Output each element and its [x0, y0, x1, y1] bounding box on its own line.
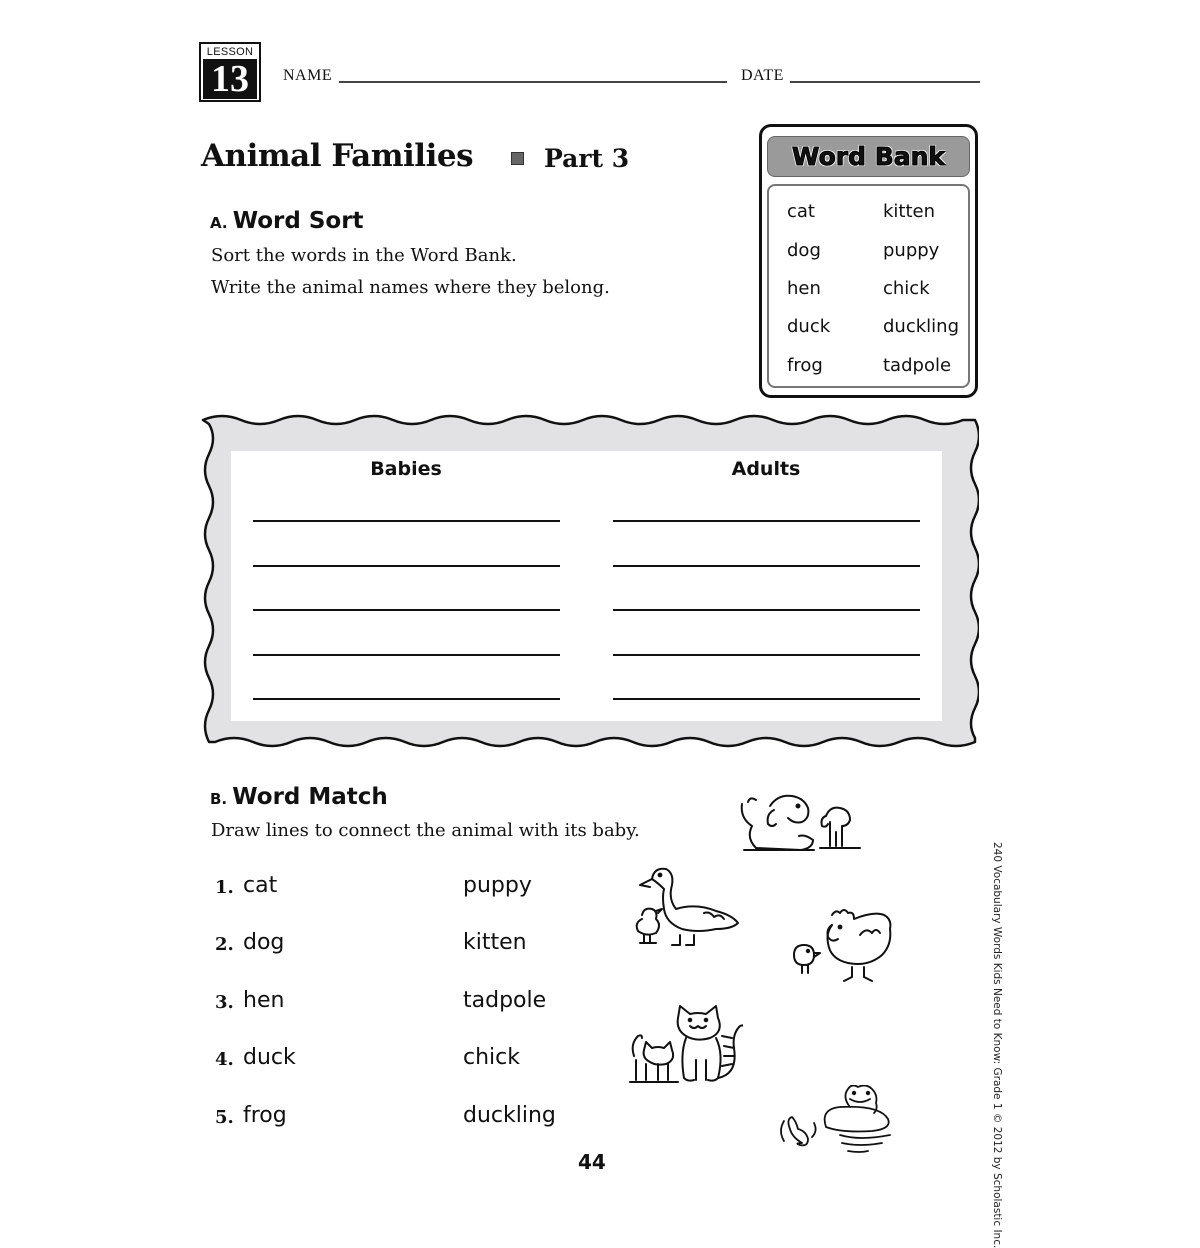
section-b-letter: B. — [210, 790, 228, 808]
section-a-heading — [210, 208, 364, 234]
match-number: 2. — [215, 934, 234, 955]
word-sort-area — [231, 451, 942, 721]
match-number: 3. — [215, 992, 234, 1013]
date-label: DATE — [741, 67, 784, 84]
section-a-title: Word Sort — [232, 208, 364, 234]
adults-answer-line-5[interactable] — [613, 698, 920, 700]
word-bank-word: duck — [787, 316, 831, 337]
match-baby[interactable]: kitten — [463, 930, 527, 955]
section-b-heading — [210, 784, 388, 810]
babies-answer-line-1[interactable] — [253, 520, 560, 522]
frog-and-tadpole-illustration — [770, 1085, 905, 1165]
part-label: Part 3 — [544, 144, 630, 173]
dog-and-puppy-illustration — [730, 792, 865, 857]
match-number: 1. — [215, 877, 234, 898]
section-a-instruction-2: Write the animal names where they belong. — [211, 277, 610, 298]
match-baby[interactable]: puppy — [463, 873, 532, 898]
page-title: Animal Families — [201, 138, 474, 174]
lesson-number: 13 — [203, 59, 257, 99]
name-field[interactable] — [339, 81, 727, 83]
page-number: 44 — [578, 1150, 606, 1174]
copyright-credit: 240 Vocabulary Words Kids Need to Know: Grade 1 © 2012 by Scholastic Inc. — [991, 842, 1003, 1248]
match-number: 5. — [215, 1107, 234, 1128]
section-b-instruction: Draw lines to connect the animal with its baby. — [211, 820, 640, 841]
section-a-instruction-1: Sort the words in the Word Bank. — [211, 245, 517, 266]
word-bank-word: frog — [787, 355, 823, 376]
match-animal[interactable]: hen — [243, 988, 285, 1013]
hen-and-chick-illustration — [788, 905, 898, 987]
match-animal[interactable]: duck — [243, 1045, 296, 1070]
adults-column-header: Adults — [731, 458, 801, 480]
word-bank-word: hen — [787, 278, 821, 299]
word-bank-word: chick — [883, 278, 930, 299]
word-bank-word: kitten — [883, 201, 936, 222]
match-baby[interactable]: duckling — [463, 1103, 556, 1128]
match-baby[interactable]: chick — [463, 1045, 520, 1070]
match-number: 4. — [215, 1049, 234, 1070]
word-bank-title: Word Bank — [767, 136, 970, 177]
babies-answer-line-2[interactable] — [253, 565, 560, 567]
adults-answer-line-2[interactable] — [613, 565, 920, 567]
adults-answer-line-3[interactable] — [613, 609, 920, 611]
lesson-label: LESSON — [206, 46, 254, 58]
date-field[interactable] — [790, 81, 980, 83]
square-bullet-icon — [511, 152, 524, 165]
adults-answer-line-1[interactable] — [613, 520, 920, 522]
babies-answer-line-5[interactable] — [253, 698, 560, 700]
match-baby[interactable]: tadpole — [463, 988, 547, 1013]
lesson-badge — [199, 42, 261, 102]
section-a-letter: A. — [210, 214, 228, 232]
section-b-title: Word Match — [232, 784, 388, 810]
word-bank-word: puppy — [883, 240, 940, 261]
match-animal[interactable]: frog — [243, 1103, 287, 1128]
word-bank-list — [767, 184, 970, 388]
babies-answer-line-3[interactable] — [253, 609, 560, 611]
word-bank-word: dog — [787, 240, 821, 261]
duck-and-duckling-illustration — [632, 865, 742, 947]
match-animal[interactable]: dog — [243, 930, 285, 955]
word-bank-word: tadpole — [883, 355, 952, 376]
word-bank — [759, 124, 978, 398]
babies-column-header: Babies — [370, 458, 442, 480]
word-bank-word: cat — [787, 201, 815, 222]
cat-and-kitten-illustration — [628, 1000, 743, 1088]
name-label: NAME — [283, 67, 333, 84]
word-bank-word: duckling — [883, 316, 959, 337]
adults-answer-line-4[interactable] — [613, 654, 920, 656]
babies-answer-line-4[interactable] — [253, 654, 560, 656]
match-animal[interactable]: cat — [243, 873, 278, 898]
